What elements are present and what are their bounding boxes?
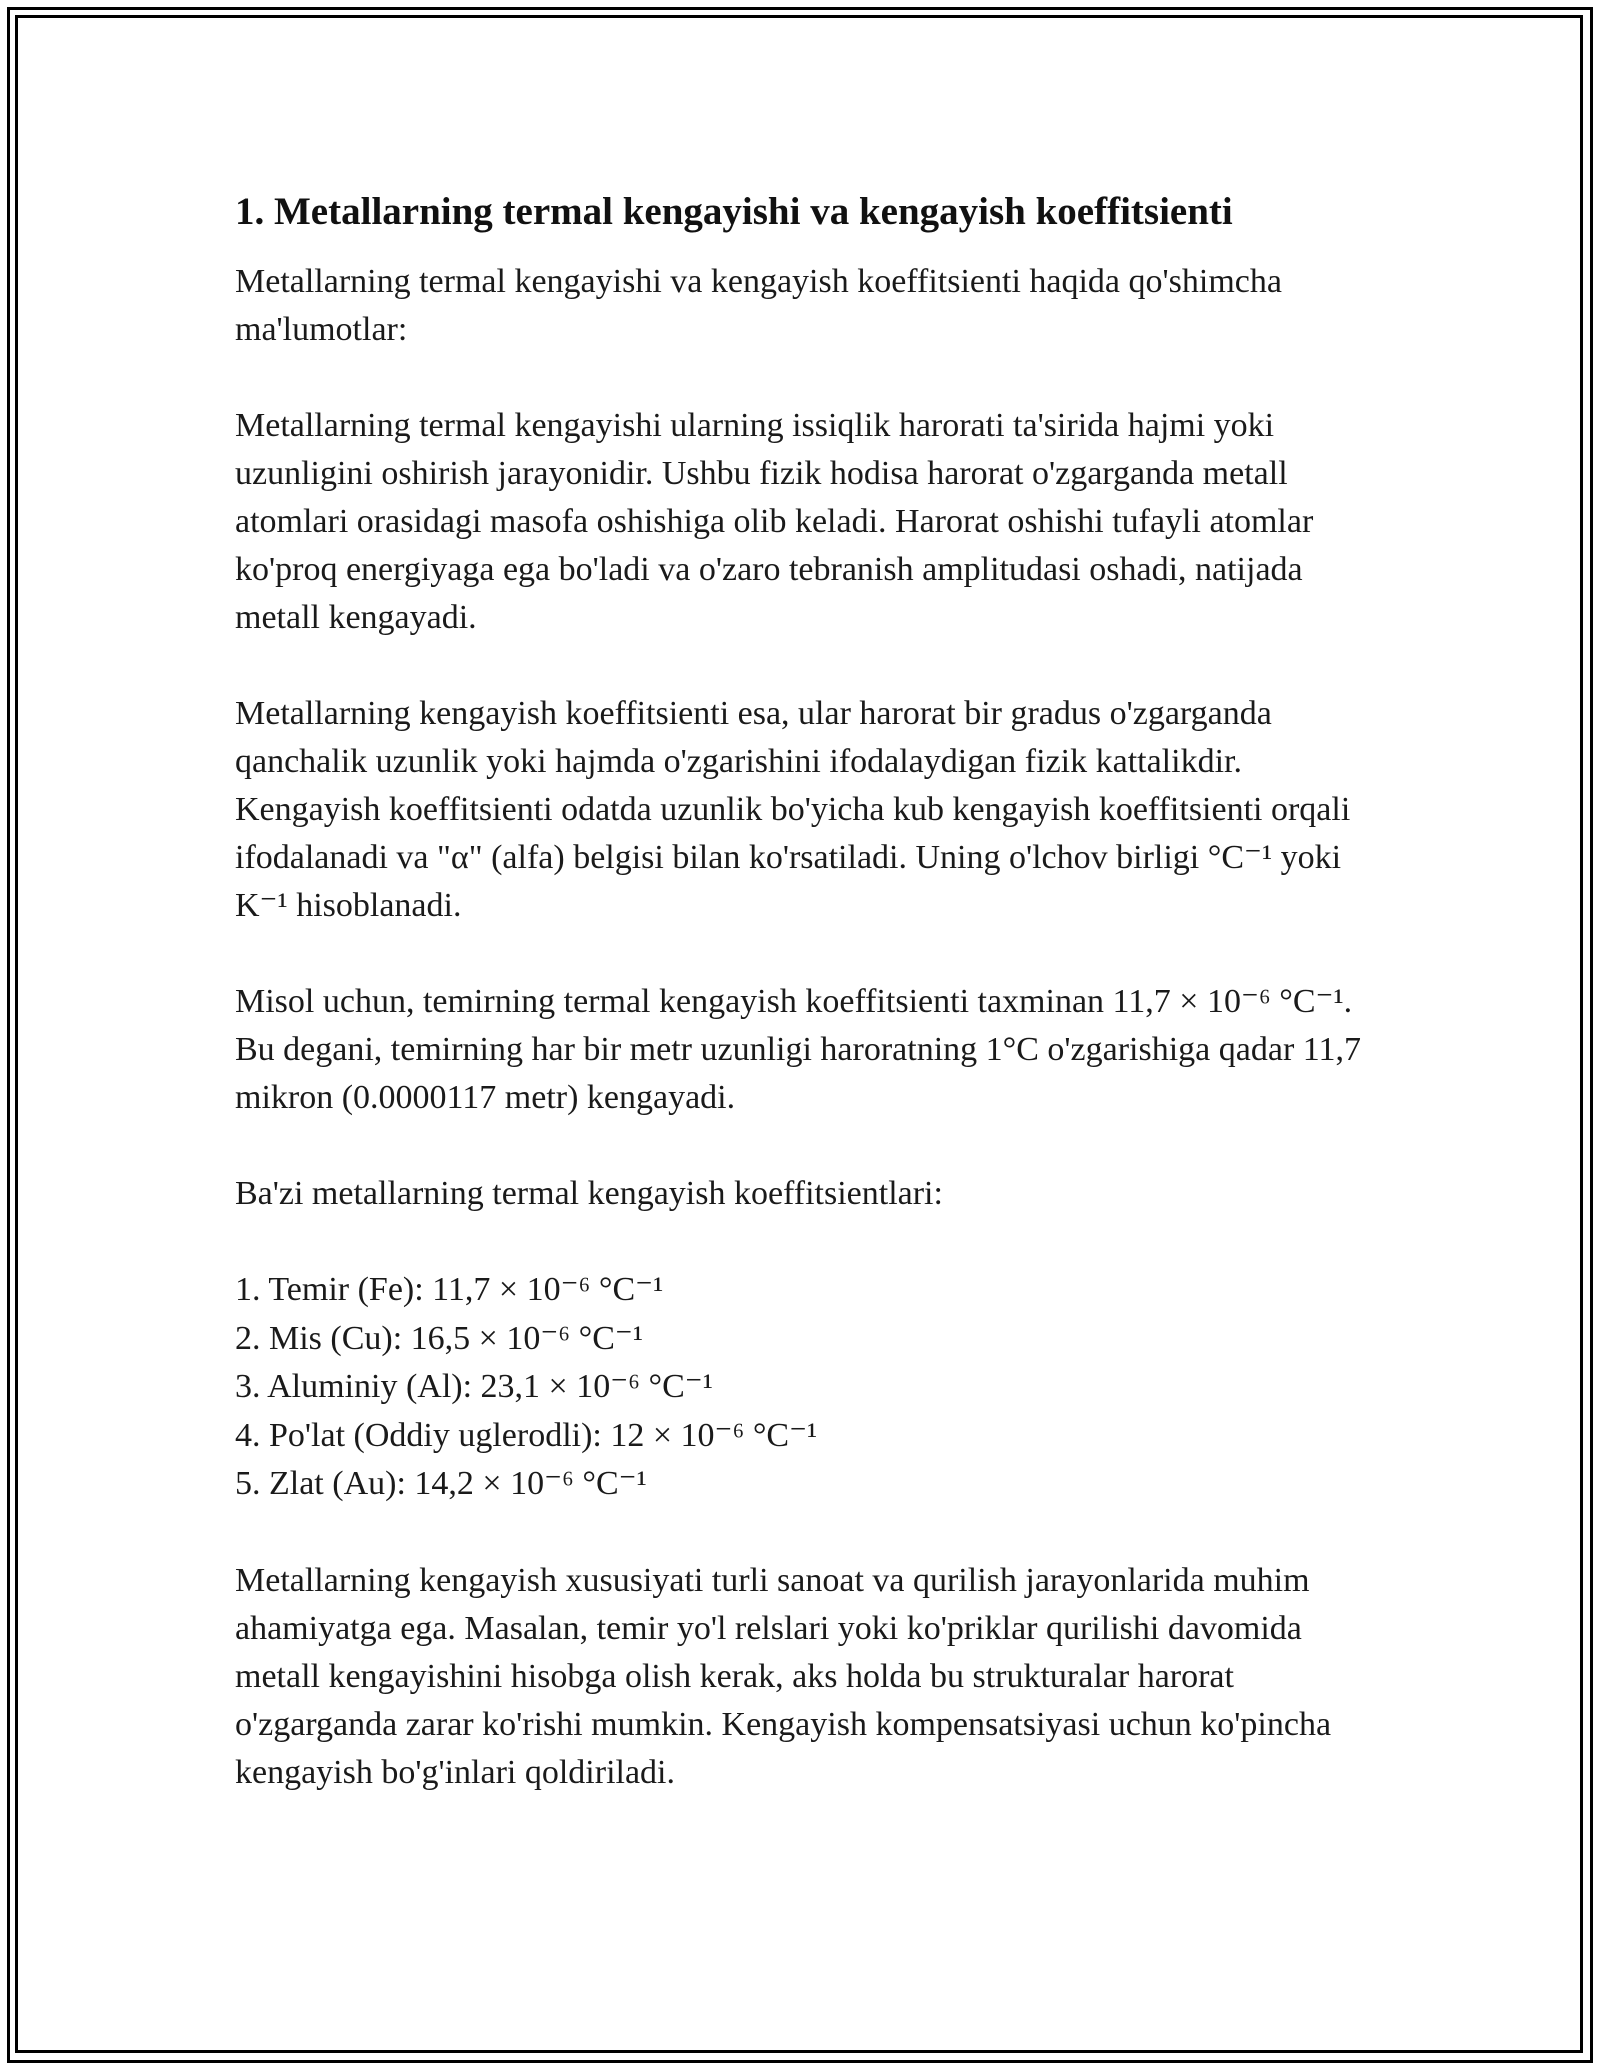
coefficients-list [235,1266,1375,1509]
thermal-expansion-paragraph: Metallarning termal kengayishi ularning issiqlik harorati ta'sirida hajmi yoki uzunligini oshirish jarayonidir. Ushbu fizik hodisa harorat o'zgarganda metall atomlari orasidagi masofa oshishiga olib keladi. Harorat oshishi tufayli atomlar ko'proq energiyaga ega bo'ladi va o'zaro tebranish amplitudasi oshadi, natijada metall kengayadi. [235,407,1314,636]
document-body [235,180,1375,1845]
iron-example-paragraph: Misol uchun, temirning termal kengayish koeffitsienti taxminan 11,7 × 10⁻⁶ °C⁻¹. Bu degani, temirning har bir metr uzunligi haroratning 1°C o'zgarishiga qadar 11,7 mikron (0.0000117 metr) kengayadi. [235,983,1362,1116]
coefficient-definition-paragraph: Metallarning kengayish koeffitsienti esa, ular harorat bir gradus o'zgarganda qanchalik uzunlik yoki hajmda o'zgarishini ifodalaydigan fizik kattalikdir. Kengayish koeffitsienti odatda uzunlik bo'yicha kub kengayish koeffitsienti orqali ifodalanadi va "α" (alfa) belgisi bilan ko'rsatiladi. Uning o'lchov birligi °C⁻¹ yoki K⁻¹ hisoblanadi. [235,695,1351,924]
applications-paragraph: Metallarning kengayish xususiyati turli sanoat va qurilish jarayonlarida muhim ahamiyatga ega. Masalan, temir yo'l relslari yoki ko'priklar qurilishi davomida metall kengayishini hisobga olish kerak, aks holda bu strukturalar harorat o'zgarganda zarar ko'rishi mumkin. Kengayish kompensatsiyasi uchun ko'pincha kengayish bo'g'inlari qoldiriladi. [235,1561,1332,1791]
list-item: 3. Aluminiy (Al): 23,1 × 10⁻⁶ °C⁻¹ [235,1368,713,1405]
document-title: 1. Metallarning termal kengayishi va kengayish koeffitsienti [235,190,1233,233]
list-item: 2. Mis (Cu): 16,5 × 10⁻⁶ °C⁻¹ [235,1319,644,1357]
list-intro-text: Ba'zi metallarning termal kengayish koeffitsientlari: [235,1175,943,1212]
list-item: 1. Temir (Fe): 11,7 × 10⁻⁶ °C⁻¹ [235,1271,664,1308]
list-item: 5. Zlat (Au): 14,2 × 10⁻⁶ °C⁻¹ [235,1465,647,1502]
list-item: 4. Po'lat (Oddiy uglerodli): 12 × 10⁻⁶ °C⁻¹ [235,1416,818,1454]
intro-paragraph: Metallarning termal kengayishi va kengayish koeffitsienti haqida qo'shimcha ma'lumotlar: [235,263,1282,348]
